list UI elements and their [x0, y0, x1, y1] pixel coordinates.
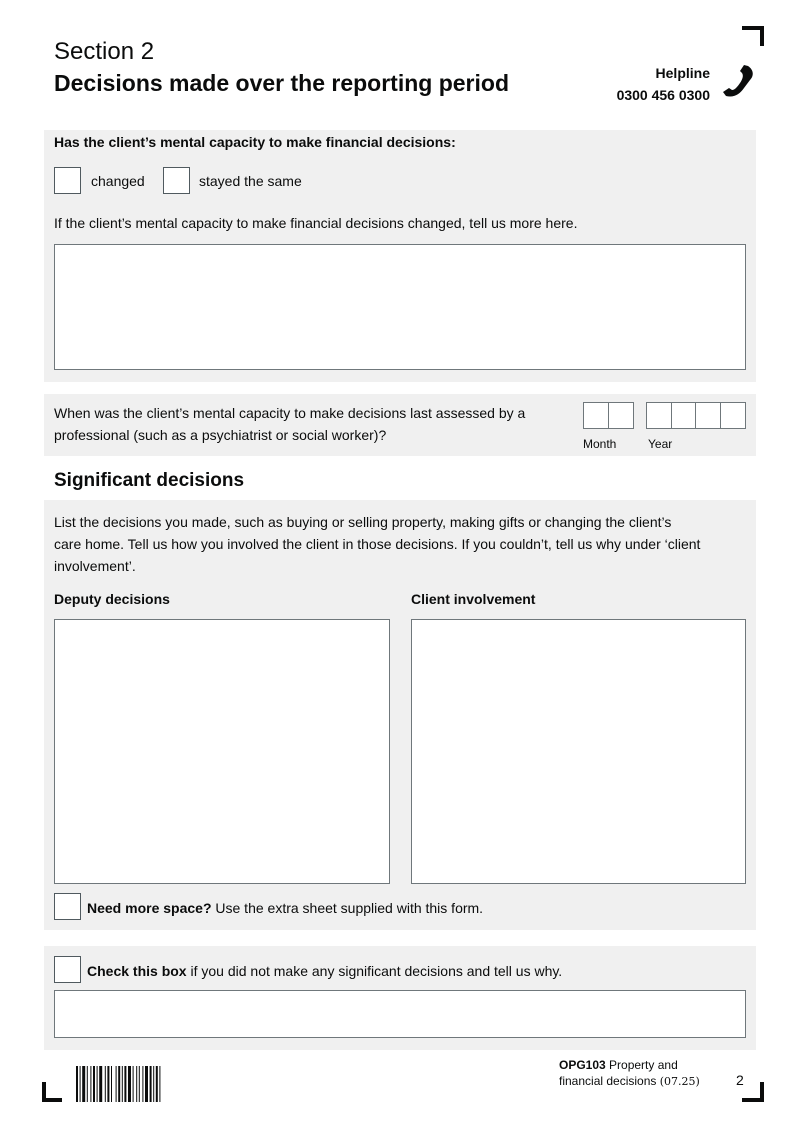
- significant-intro-line3: involvement’.: [54, 558, 136, 574]
- year-field[interactable]: [646, 402, 746, 429]
- no-decisions-bold: Check this box: [87, 963, 187, 979]
- capacity-panel: [44, 130, 756, 382]
- year-digit-box[interactable]: [696, 403, 721, 428]
- year-digit-box[interactable]: [721, 403, 745, 428]
- no-decisions-checkbox[interactable]: [54, 956, 81, 983]
- significant-intro-line2: care home. Tell us how you involved the client in those decisions. If you couldn’t, tell us why under ‘client: [54, 536, 701, 552]
- need-more-space-checkbox[interactable]: [54, 893, 81, 920]
- capacity-details-field[interactable]: [54, 244, 746, 370]
- year-digit-box[interactable]: [672, 403, 697, 428]
- no-decisions-reason-field[interactable]: [54, 990, 746, 1038]
- helpline-label: Helpline: [655, 65, 710, 81]
- month-digit-box[interactable]: [584, 403, 609, 428]
- page-title: Decisions made over the reporting period: [54, 70, 509, 96]
- client-involvement-label: Client involvement: [411, 591, 536, 607]
- need-more-space-bold: Need more space?: [87, 900, 212, 916]
- no-decisions-text: [87, 960, 562, 982]
- changed-label: changed: [91, 173, 145, 189]
- month-label: Month: [583, 437, 617, 451]
- page-number: 2: [736, 1072, 744, 1088]
- stayed-the-same-checkbox[interactable]: [163, 167, 190, 194]
- barcode-icon: [76, 1066, 190, 1102]
- year-digit-box[interactable]: [647, 403, 672, 428]
- footer-form-info: [559, 1057, 709, 1090]
- need-more-space-rest: Use the extra sheet supplied with this form.: [211, 900, 484, 916]
- assessment-panel: [44, 394, 756, 456]
- phone-icon: [720, 62, 756, 100]
- no-decisions-rest: if you did not make any significant decisions and tell us why.: [186, 963, 563, 979]
- capacity-details-prompt: If the client’s mental capacity to make financial decisions changed, tell us more here.: [54, 215, 578, 231]
- month-field[interactable]: [583, 402, 634, 429]
- crop-mark-bottom-left: [42, 1082, 62, 1102]
- month-digit-box[interactable]: [609, 403, 633, 428]
- stayed-the-same-label: stayed the same: [199, 173, 302, 189]
- deputy-decisions-field[interactable]: [54, 619, 390, 884]
- helpline: [560, 62, 710, 106]
- capacity-question: Has the client’s mental capacity to make financial decisions:: [54, 134, 456, 150]
- significant-intro-line1: List the decisions you made, such as buying or selling property, making gifts or changing the client’s: [54, 514, 672, 530]
- changed-checkbox[interactable]: [54, 167, 81, 194]
- assessment-question-line2: professional (such as a psychiatrist or social worker)?: [54, 427, 387, 443]
- no-decisions-panel: [44, 946, 756, 1050]
- form-name-line1: Property and: [605, 1058, 678, 1072]
- crop-mark-top-right: [742, 26, 764, 46]
- year-label: Year: [648, 437, 673, 451]
- crop-mark-bottom-right: [742, 1082, 764, 1102]
- form-version: (07.25): [659, 1075, 700, 1088]
- helpline-number: 0300 456 0300: [616, 87, 710, 103]
- significant-decisions-heading: Significant decisions: [54, 470, 245, 491]
- deputy-decisions-label: Deputy decisions: [54, 591, 170, 607]
- form-name-line2: financial decisions: [559, 1074, 660, 1088]
- section-label: Section 2: [54, 38, 155, 65]
- client-involvement-field[interactable]: [411, 619, 746, 884]
- form-code: OPG103: [559, 1058, 606, 1072]
- significant-decisions-panel: [44, 500, 756, 930]
- need-more-space-text: [87, 897, 483, 919]
- assessment-question-line1: When was the client’s mental capacity to make decisions last assessed by a: [54, 405, 526, 421]
